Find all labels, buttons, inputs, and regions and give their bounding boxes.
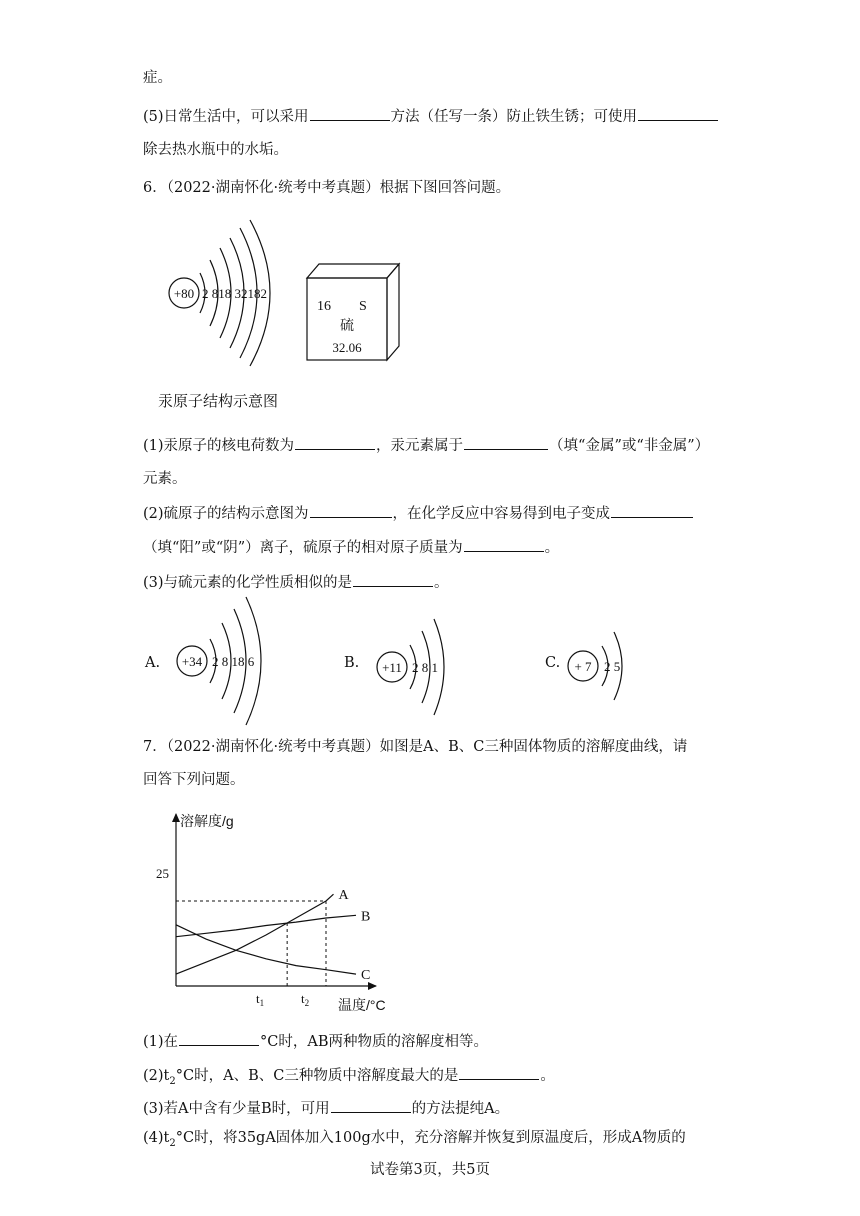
atomic-number: 16 <box>317 299 331 314</box>
text-fragment: (1)汞原子的核电荷数为 <box>143 438 295 454</box>
text-fragment: (1)在 <box>143 1034 179 1050</box>
answer-blank[interactable] <box>331 1097 411 1113</box>
electron-counts: 2 818 32182 <box>202 286 267 301</box>
answer-blank[interactable] <box>310 105 390 121</box>
nucleus-label: +34 <box>181 654 203 669</box>
text-fragment: 。 <box>540 1068 555 1084</box>
text-fragment: 的方法提纯A。 <box>411 1101 510 1117</box>
text-fragment: (2)硫原子的结构示意图为 <box>143 506 309 522</box>
text-fragment: (3)若A中含有少量B时，可用 <box>143 1101 330 1117</box>
text-fragment: 7．（2022·湖南怀化·统考中考真题）如图是A、B、C三种固体物质的溶解度曲线，请 <box>143 739 688 755</box>
option-c-diagram[interactable] <box>566 626 646 706</box>
text-fragment: 6．（2022·湖南怀化·统考中考真题）根据下图回答问题。 <box>143 180 511 196</box>
answer-blank[interactable] <box>310 502 392 518</box>
y-tick-label: 25 <box>156 866 169 881</box>
answer-blank[interactable] <box>179 1030 259 1046</box>
text-fragment: ，汞元素属于 <box>376 438 464 454</box>
text-line <box>143 770 245 790</box>
curve-c <box>176 925 356 974</box>
solubility-chart <box>140 800 400 1015</box>
answer-blank[interactable] <box>611 502 693 518</box>
option-a-label[interactable]: A. <box>145 655 161 671</box>
answer-blank[interactable] <box>638 105 718 121</box>
x-tick-label-t1: $t_1$ <box>256 991 265 1008</box>
subscript: 2 <box>169 1075 176 1087</box>
text-fragment: 元素。 <box>143 471 187 487</box>
text-fragment: (4)t <box>143 1130 170 1146</box>
option-b-diagram[interactable] <box>374 617 464 717</box>
text-fragment: 。 <box>434 575 449 591</box>
question-7-2 <box>143 1064 555 1092</box>
box-top-face <box>307 264 399 278</box>
electron-counts: 2 8 18 6 <box>212 654 255 669</box>
text-fragment: 。 <box>544 540 560 556</box>
element-name: 硫 <box>340 319 354 334</box>
text-fragment: (2)t <box>143 1068 170 1084</box>
text-line <box>143 68 172 88</box>
text-fragment: 方法（任写一条）防止铁生锈；可使用 <box>390 109 638 125</box>
text-fragment: （填“阳”或“阴”）离子，硫原子的相对原子质量为 <box>143 540 463 556</box>
text-line <box>143 536 559 558</box>
text-fragment: °C时，将35gA固体加入100g水中，充分溶解并恢复到原温度后，形成A物质的 <box>175 1130 686 1146</box>
question-7-1 <box>143 1030 488 1052</box>
question-5-line <box>143 105 719 127</box>
atomic-mass: 32.06 <box>332 340 362 355</box>
mercury-atom-diagram <box>160 218 300 383</box>
text-fragment: °C时，AB两种物质的溶解度相等。 <box>260 1034 489 1050</box>
x-axis-label: 温度/°C <box>338 997 386 1013</box>
option-c-label[interactable]: C. <box>545 655 561 671</box>
nucleus-label: +80 <box>173 286 195 301</box>
question-6-1 <box>143 434 709 456</box>
answer-blank[interactable] <box>459 1064 539 1080</box>
answer-blank[interactable] <box>353 571 433 587</box>
box-side-face <box>387 264 399 360</box>
text-fragment: (5)日常生活中，可以采用 <box>143 109 309 125</box>
question-7-4 <box>143 1128 686 1154</box>
text-line <box>143 140 288 160</box>
series-label-b: B <box>361 909 371 925</box>
option-a-diagram[interactable] <box>172 595 292 730</box>
electron-counts: 2 8 1 <box>412 660 438 675</box>
x-tick-label-t2: $t_2$ <box>301 991 310 1008</box>
question-7-heading <box>143 737 687 757</box>
question-7-3 <box>143 1097 509 1119</box>
text-fragment: （填“金属”或“非金属”） <box>549 438 710 454</box>
curve-b <box>176 915 356 936</box>
element-symbol: S <box>359 299 367 314</box>
question-6-heading <box>143 178 510 198</box>
question-6-3 <box>143 571 449 593</box>
series-label-a: A <box>338 888 349 904</box>
sulfur-element-cell <box>303 262 403 362</box>
answer-blank[interactable] <box>464 536 544 552</box>
answer-blank[interactable] <box>295 434 375 450</box>
question-6-2 <box>143 502 694 524</box>
page-footer: 试卷第3页，共5页 <box>370 1162 490 1178</box>
answer-blank[interactable] <box>464 434 548 450</box>
nucleus-label: +11 <box>382 660 402 675</box>
text-fragment: °C时，A、B、C三种物质中溶解度最大的是 <box>175 1068 459 1084</box>
text-line <box>143 469 187 489</box>
text-fragment: (3)与硫元素的化学性质相似的是 <box>143 575 353 591</box>
electron-counts: 2 5 <box>604 659 621 674</box>
text-fragment: 除去热水瓶中的水垢。 <box>143 142 288 158</box>
subscript: 2 <box>169 1137 176 1149</box>
series-label-c: C <box>361 968 371 984</box>
text-fragment: ，在化学反应中容易得到电子变成 <box>392 506 611 522</box>
option-b-label[interactable]: B. <box>344 655 360 671</box>
text-fragment: 症。 <box>143 70 172 86</box>
y-axis-label: 溶解度/g <box>180 813 234 829</box>
diagram-caption: 汞原子结构示意图 <box>158 392 279 410</box>
text-fragment: 回答下列问题。 <box>143 772 245 788</box>
nucleus-label: + 7 <box>574 659 592 674</box>
